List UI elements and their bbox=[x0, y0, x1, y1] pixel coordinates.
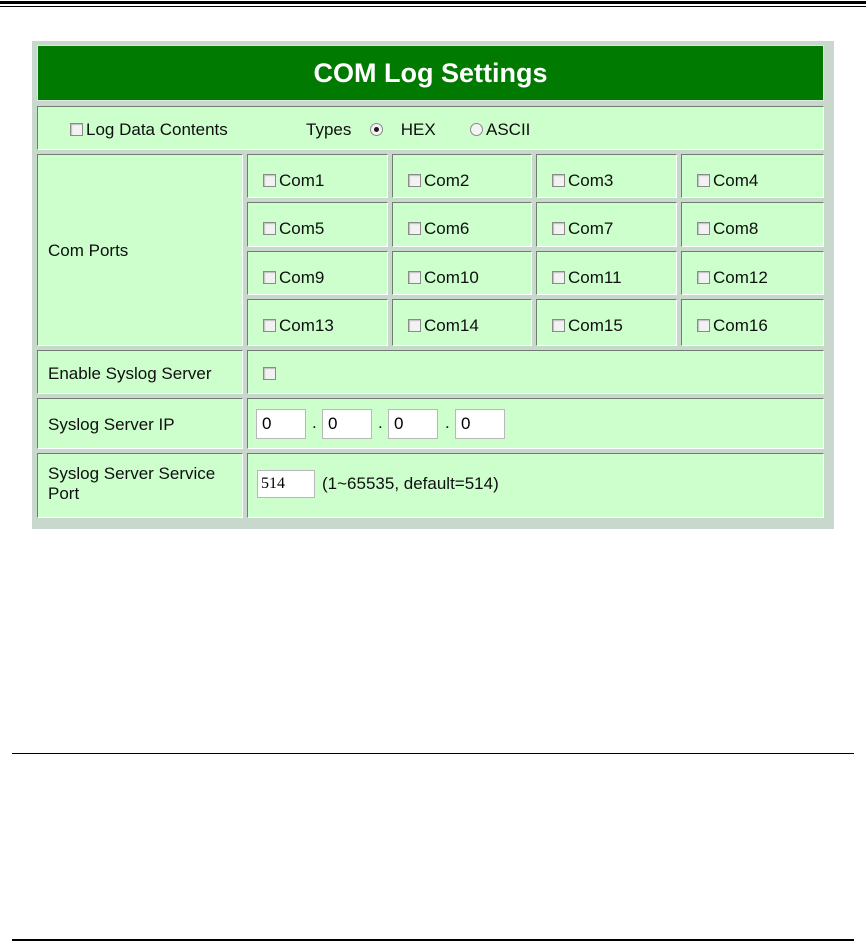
com11-checkbox[interactable] bbox=[552, 271, 565, 284]
ip-octet-1-input[interactable]: 0 bbox=[256, 409, 306, 439]
com-port-label: Com8 bbox=[713, 219, 759, 238]
com2-checkbox[interactable] bbox=[408, 174, 421, 187]
com-port-label: Com14 bbox=[424, 316, 479, 335]
com-port-label: Com6 bbox=[424, 219, 470, 238]
enable-syslog-label: Enable Syslog Server bbox=[48, 364, 212, 383]
com-port-label: Com3 bbox=[568, 171, 614, 190]
enable-syslog-value-cell bbox=[247, 350, 824, 394]
com-port-label: Com15 bbox=[568, 316, 623, 335]
com-ports-label-cell bbox=[37, 154, 243, 346]
ip-separator: . bbox=[312, 413, 317, 432]
com-port-cell bbox=[392, 154, 532, 198]
enable-syslog-label-cell bbox=[37, 350, 243, 394]
com-port-label: Com16 bbox=[713, 316, 768, 335]
com-port-cell bbox=[681, 251, 824, 295]
com-port-label: Com4 bbox=[713, 171, 759, 190]
hex-radio[interactable] bbox=[370, 123, 383, 136]
com-port-label: Com9 bbox=[279, 268, 325, 287]
com-log-settings-panel bbox=[32, 41, 834, 529]
syslog-ip-label: Syslog Server IP bbox=[48, 415, 175, 434]
syslog-port-hint: (1~65535, default=514) bbox=[322, 474, 499, 493]
com-port-label: Com2 bbox=[424, 171, 470, 190]
com-port-cell bbox=[247, 299, 388, 346]
syslog-port-label-cell bbox=[37, 453, 243, 518]
types-label: Types bbox=[306, 120, 352, 139]
com9-checkbox[interactable] bbox=[263, 271, 276, 284]
com10-checkbox[interactable] bbox=[408, 271, 421, 284]
syslog-port-label-line2: Port bbox=[48, 484, 80, 503]
syslog-port-input[interactable]: 514 bbox=[257, 470, 315, 498]
com15-checkbox[interactable] bbox=[552, 319, 565, 332]
ip-octet-4-input[interactable]: 0 bbox=[455, 409, 505, 439]
com-port-cell bbox=[536, 202, 677, 247]
ip-octet-2-input[interactable]: 0 bbox=[322, 409, 372, 439]
com8-checkbox[interactable] bbox=[697, 222, 710, 235]
enable-syslog-checkbox[interactable] bbox=[263, 367, 276, 380]
com14-checkbox[interactable] bbox=[408, 319, 421, 332]
com-port-label: Com7 bbox=[568, 219, 614, 238]
com-port-cell bbox=[681, 299, 824, 346]
com-port-label: Com5 bbox=[279, 219, 325, 238]
com6-checkbox[interactable] bbox=[408, 222, 421, 235]
com-port-cell bbox=[536, 154, 677, 198]
com-port-label: Com10 bbox=[424, 268, 479, 287]
syslog-ip-value-cell bbox=[247, 398, 824, 449]
com-port-cell bbox=[247, 251, 388, 295]
com-port-cell bbox=[681, 202, 824, 247]
com-port-label: Com12 bbox=[713, 268, 768, 287]
ip-separator: . bbox=[378, 413, 383, 432]
ip-octet-3-input[interactable]: 0 bbox=[388, 409, 438, 439]
top-rule bbox=[0, 1, 866, 4]
com-ports-label: Com Ports bbox=[48, 241, 129, 260]
com-port-cell bbox=[392, 251, 532, 295]
log-data-row bbox=[37, 106, 824, 150]
panel-title: COM Log Settings bbox=[37, 45, 824, 101]
syslog-ip-label-cell bbox=[37, 398, 243, 449]
syslog-port-label-line1: Syslog Server Service bbox=[48, 464, 216, 483]
log-data-contents-label: Log Data Contents bbox=[86, 120, 228, 139]
com4-checkbox[interactable] bbox=[697, 174, 710, 187]
hex-label: HEX bbox=[400, 120, 436, 139]
com-port-cell bbox=[247, 202, 388, 247]
top-rule-thin bbox=[0, 6, 866, 7]
ascii-radio[interactable] bbox=[470, 123, 483, 136]
bottom-divider bbox=[12, 939, 854, 941]
com-port-label: Com1 bbox=[279, 171, 325, 190]
log-data-contents-checkbox[interactable] bbox=[70, 123, 83, 136]
com-port-cell bbox=[247, 154, 388, 198]
ascii-label: ASCII bbox=[486, 120, 531, 139]
mid-divider bbox=[12, 753, 854, 754]
com12-checkbox[interactable] bbox=[697, 271, 710, 284]
ip-separator: . bbox=[445, 413, 450, 432]
com5-checkbox[interactable] bbox=[263, 222, 276, 235]
com3-checkbox[interactable] bbox=[552, 174, 565, 187]
com1-checkbox[interactable] bbox=[263, 174, 276, 187]
com-port-label: Com11 bbox=[568, 268, 622, 287]
com-port-cell bbox=[681, 154, 824, 198]
syslog-port-value-cell bbox=[247, 453, 824, 518]
com7-checkbox[interactable] bbox=[552, 222, 565, 235]
com-port-label: Com13 bbox=[279, 316, 334, 335]
com-port-cell bbox=[536, 299, 677, 346]
com-port-cell bbox=[392, 299, 532, 346]
com-port-cell bbox=[392, 202, 532, 247]
com13-checkbox[interactable] bbox=[263, 319, 276, 332]
com-port-cell bbox=[536, 251, 677, 295]
com16-checkbox[interactable] bbox=[697, 319, 710, 332]
